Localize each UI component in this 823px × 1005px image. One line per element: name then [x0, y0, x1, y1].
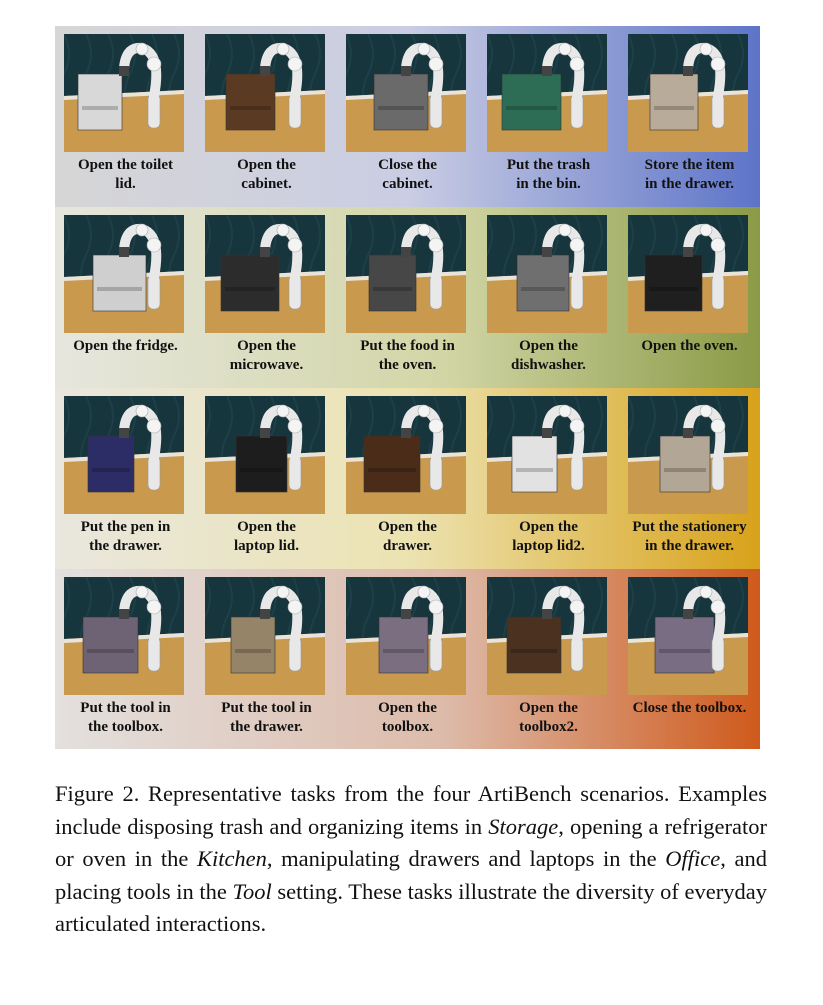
task-thumbnail	[628, 577, 748, 695]
task-tile	[337, 569, 478, 750]
figure-caption	[55, 778, 767, 941]
caption-em-tool: Tool	[232, 878, 272, 904]
task-thumbnail	[346, 215, 466, 333]
robot-scene-image	[487, 215, 607, 333]
caption-em-storage: Storage	[488, 813, 559, 839]
task-label: Open the fridge.	[73, 338, 178, 354]
task-label: Open the laptop lid.	[233, 519, 300, 554]
task-tile	[55, 388, 196, 569]
robot-scene-image	[205, 34, 325, 152]
task-label: Put the food in the oven.	[360, 338, 455, 373]
robot-scene-image	[487, 396, 607, 514]
robot-scene-image	[205, 577, 325, 695]
task-label: Open the oven.	[641, 338, 738, 354]
task-tile	[619, 207, 760, 388]
task-thumbnail	[205, 577, 325, 695]
robot-scene-image	[346, 396, 466, 514]
robot-scene-image	[346, 215, 466, 333]
task-label: Close the toolbox.	[632, 700, 747, 716]
task-label: Put the tool in the drawer.	[221, 700, 312, 735]
task-label: Put the trash in the bin.	[506, 157, 591, 192]
task-thumbnail	[346, 34, 466, 152]
caption-text-2: , manipulating drawers and laptops in the	[266, 846, 666, 871]
task-label: Put the tool in the toolbox.	[80, 700, 171, 735]
robot-scene-image	[205, 396, 325, 514]
task-label: Open the drawer.	[378, 519, 437, 554]
task-thumbnail	[346, 577, 466, 695]
task-label: Open the laptop lid2.	[512, 519, 585, 554]
task-tile	[619, 569, 760, 750]
task-tile	[337, 26, 478, 207]
task-label: Store the item in the drawer.	[644, 157, 735, 192]
caption-text-0: Figure 2. Representative tasks from the four ArtiBench scenarios. Examples include disposing trash and organizing items in	[55, 781, 767, 839]
task-thumbnail	[487, 215, 607, 333]
task-label: Open the toilet lid.	[78, 157, 173, 192]
task-thumbnail	[205, 34, 325, 152]
task-thumbnail	[628, 34, 748, 152]
task-thumbnail	[205, 215, 325, 333]
task-tile	[337, 388, 478, 569]
task-label: Open the microwave.	[229, 338, 304, 373]
task-tile	[55, 26, 196, 207]
robot-scene-image	[346, 34, 466, 152]
task-tile	[337, 207, 478, 388]
task-label: Open the cabinet.	[237, 157, 296, 192]
task-figure	[55, 26, 760, 749]
robot-scene-image	[64, 396, 184, 514]
task-label: Open the dishwasher.	[511, 338, 586, 373]
task-thumbnail	[64, 396, 184, 514]
robot-scene-image	[628, 34, 748, 152]
robot-scene-image	[64, 577, 184, 695]
task-label: Close the cabinet.	[378, 157, 437, 192]
caption-text-1: , opening a refrigerator or oven in the	[55, 813, 767, 871]
caption-text-3: , and placing tools in the	[55, 846, 767, 904]
robot-scene-image	[346, 577, 466, 695]
task-thumbnail	[628, 215, 748, 333]
task-tile	[478, 569, 619, 750]
robot-scene-image	[205, 215, 325, 333]
task-thumbnail	[64, 577, 184, 695]
task-label: Put the pen in the drawer.	[80, 519, 171, 554]
task-thumbnail	[64, 215, 184, 333]
robot-scene-image	[628, 215, 748, 333]
task-tile	[196, 207, 337, 388]
robot-scene-image	[64, 215, 184, 333]
caption-em-kitchen: Kitchen	[196, 846, 267, 871]
caption-text-4: setting. These tasks illustrate the diversity of everyday articulated interactions.	[55, 878, 767, 936]
robot-scene-image	[487, 34, 607, 152]
task-tile	[55, 569, 196, 750]
task-tile	[619, 388, 760, 569]
task-tile	[55, 207, 196, 388]
robot-scene-image	[487, 577, 607, 695]
task-tile	[196, 388, 337, 569]
task-thumbnail	[628, 396, 748, 514]
task-thumbnail	[487, 396, 607, 514]
task-thumbnail	[205, 396, 325, 514]
task-tile	[196, 26, 337, 207]
task-tile	[478, 388, 619, 569]
task-thumbnail	[487, 34, 607, 152]
task-tile	[478, 26, 619, 207]
task-tile	[619, 26, 760, 207]
task-thumbnail	[487, 577, 607, 695]
task-label: Open the toolbox2.	[519, 700, 578, 735]
caption-em-office: Office	[665, 846, 721, 871]
task-tile	[478, 207, 619, 388]
task-label: Open the toolbox.	[378, 700, 437, 735]
task-tile	[196, 569, 337, 750]
task-label: Put the stationery in the drawer.	[632, 519, 747, 554]
robot-scene-image	[64, 34, 184, 152]
robot-scene-image	[628, 577, 748, 695]
robot-scene-image	[628, 396, 748, 514]
task-thumbnail	[346, 396, 466, 514]
task-thumbnail	[64, 34, 184, 152]
